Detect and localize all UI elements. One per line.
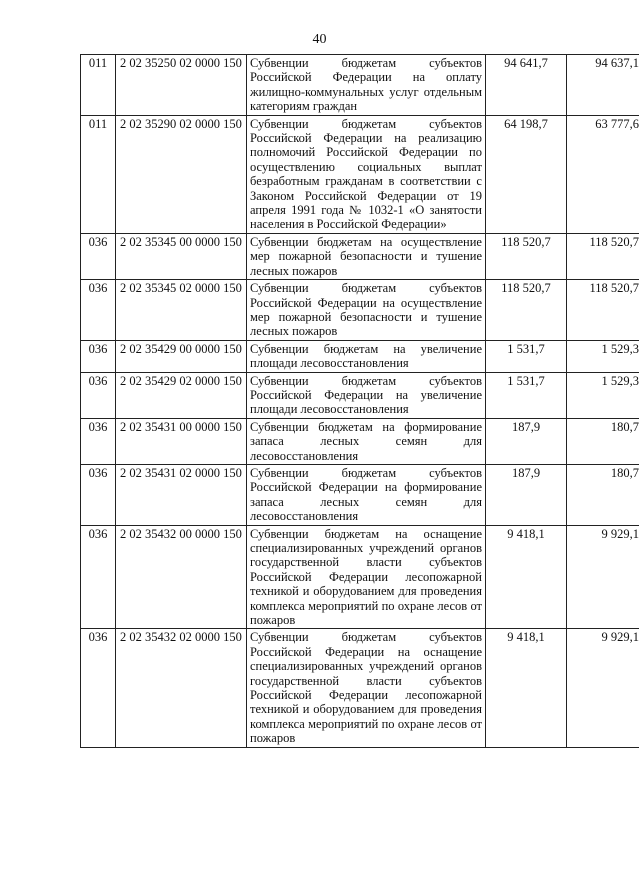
planned-value-cell: 64 198,7 [486, 115, 567, 233]
name-cell: Субвенции бюджетам на оснащение специализированных учреждений органов государственной власти субъектов Российской Федерации лесопожарной техникой и оборудованием для проведения комплекса мероприятий по охране лесов от пожаров [247, 525, 486, 629]
actual-value-cell: 1 529,3 [567, 340, 639, 372]
planned-value-cell: 118 520,7 [486, 233, 567, 279]
table-row [81, 418, 639, 464]
planned-value-cell: 9 418,1 [486, 525, 567, 629]
budget-table-body [81, 55, 639, 748]
admin-code-cell: 036 [81, 233, 116, 279]
admin-code-cell: 036 [81, 340, 116, 372]
budget-code-cell: 2 02 35429 00 0000 150 [116, 340, 247, 372]
name-cell: Субвенции бюджетам на формирование запаса лесных семян для лесовосстановления [247, 418, 486, 464]
name-cell: Субвенции бюджетам субъектов Российской Федерации на увеличение площади лесовосстановления [247, 372, 486, 418]
admin-code-cell: 036 [81, 525, 116, 629]
budget-table [80, 54, 639, 748]
table-row [81, 525, 639, 629]
actual-value-cell: 118 520,7 [567, 280, 639, 341]
planned-value-cell: 118 520,7 [486, 280, 567, 341]
name-cell: Субвенции бюджетам субъектов Российской Федерации на осуществление мер пожарной безопасности и тушение лесных пожаров [247, 280, 486, 341]
actual-value-cell: 180,7 [567, 418, 639, 464]
budget-code-cell: 2 02 35429 02 0000 150 [116, 372, 247, 418]
table-row [81, 372, 639, 418]
name-cell: Субвенции бюджетам субъектов Российской Федерации на оснащение специализированных учреждений органов государственной власти субъектов Российской Федерации лесопожарной техникой и оборудованием для проведения комплекса мероприятий по охране лесов от пожаров [247, 629, 486, 747]
table-row [81, 464, 639, 525]
name-cell: Субвенции бюджетам субъектов Российской Федерации на реализацию полномочий Российской Федерации по осуществлению социальных выплат безработным гражданам в соответствии с Законом Российской Федерации от 19 апреля 1991 года № 1032-1 «О занятости населения в Российской Федерации» [247, 115, 486, 233]
planned-value-cell: 187,9 [486, 418, 567, 464]
admin-code-cell: 011 [81, 55, 116, 116]
table-row [81, 233, 639, 279]
planned-value-cell: 94 641,7 [486, 55, 567, 116]
planned-value-cell: 1 531,7 [486, 372, 567, 418]
admin-code-cell: 036 [81, 464, 116, 525]
admin-code-cell: 036 [81, 372, 116, 418]
budget-code-cell: 2 02 35345 00 0000 150 [116, 233, 247, 279]
actual-value-cell: 63 777,6 [567, 115, 639, 233]
admin-code-cell: 036 [81, 280, 116, 341]
table-row [81, 280, 639, 341]
actual-value-cell: 118 520,7 [567, 233, 639, 279]
budget-code-cell: 2 02 35345 02 0000 150 [116, 280, 247, 341]
table-row [81, 55, 639, 116]
table-row [81, 340, 639, 372]
planned-value-cell: 187,9 [486, 464, 567, 525]
actual-value-cell: 9 929,1 [567, 525, 639, 629]
admin-code-cell: 036 [81, 418, 116, 464]
budget-code-cell: 2 02 35432 00 0000 150 [116, 525, 247, 629]
admin-code-cell: 011 [81, 115, 116, 233]
planned-value-cell: 1 531,7 [486, 340, 567, 372]
admin-code-cell: 036 [81, 629, 116, 747]
actual-value-cell: 9 929,1 [567, 629, 639, 747]
budget-code-cell: 2 02 35290 02 0000 150 [116, 115, 247, 233]
name-cell: Субвенции бюджетам субъектов Российской Федерации на формирование запаса лесных семян для лесовосстановления [247, 464, 486, 525]
name-cell: Субвенции бюджетам субъектов Российской Федерации на оплату жилищно-коммунальных услуг отдельным категориям граждан [247, 55, 486, 116]
budget-code-cell: 2 02 35431 00 0000 150 [116, 418, 247, 464]
budget-code-cell: 2 02 35250 02 0000 150 [116, 55, 247, 116]
actual-value-cell: 180,7 [567, 464, 639, 525]
budget-code-cell: 2 02 35431 02 0000 150 [116, 464, 247, 525]
actual-value-cell: 1 529,3 [567, 372, 639, 418]
planned-value-cell: 9 418,1 [486, 629, 567, 747]
table-row [81, 629, 639, 747]
budget-code-cell: 2 02 35432 02 0000 150 [116, 629, 247, 747]
table-row [81, 115, 639, 233]
page-number: 40 [312, 32, 327, 47]
actual-value-cell: 94 637,1 [567, 55, 639, 116]
name-cell: Субвенции бюджетам на осуществление мер пожарной безопасности и тушение лесных пожаров [247, 233, 486, 279]
name-cell: Субвенции бюджетам на увеличение площади лесовосстановления [247, 340, 486, 372]
